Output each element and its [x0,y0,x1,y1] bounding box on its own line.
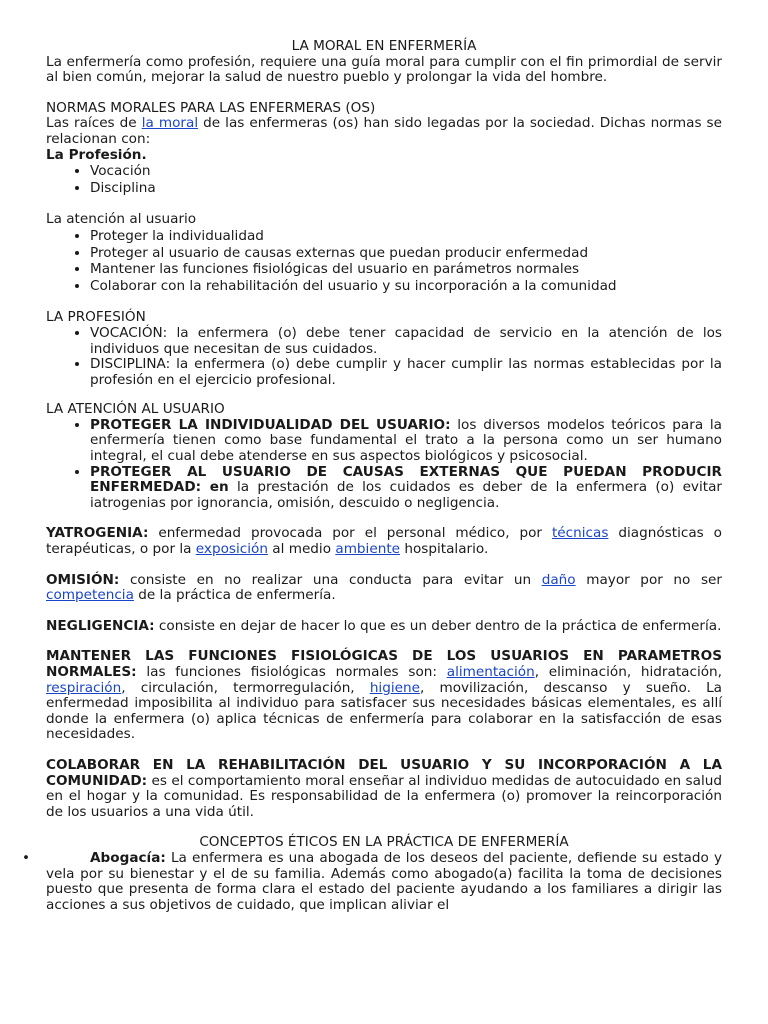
profesion-upper-list [46,326,722,388]
list-item: • PROTEGER LA INDIVIDUALIDAD DEL USUARIO: los diversos modelos teóricos para la enfermería tienen como base fundamental el trato a la persona como un ser humano integral, el cual debe atenderse en sus aspectos biológicos y psicosocial. [90,418,722,465]
ambiente-link[interactable]: ambiente [335,541,401,558]
colaborar-paragraph: COLABORAR EN LA REHABILITACIÓN DEL USUARIO Y SU INCORPORACIÓN A LA COMUNIDAD: es el comportamiento moral enseñar al individuo medidas de autocuidado en salud en el hogar y la comunidad. Es responsabilidad de la enfermera (o) promover la reincorporación de los usuarios a una vida útil. [46,756,722,820]
abogacia-paragraph: • Abogacía: La enfermera es una abogada de los deseos del paciente, defiende su estado y vela por su bienestar y el de su familia. Además como abogado(a) facilita la toma de decisiones puesto que presenta de forma clara el estado del paciente ayudando a los familiares a dirigir las acciones a sus objetivos de cuidado, que implican aliviar el [22,849,722,913]
exposicion-link[interactable]: exposición [195,541,268,558]
bullet-icon: • [22,849,31,866]
la-profesion-heading: La Profesión. [46,146,147,163]
alimentacion-link[interactable]: alimentación [446,664,535,680]
intro-paragraph: La enfermería como profesión, requiere una guía moral para cumplir con el fin primordial de servir al bien común, mejorar la salud de nuestro pueblo y prolongar la vida del hombre. [46,53,722,86]
list-item: • Proteger al usuario de causas externas que puedan producir enfermedad [90,246,722,262]
yatrogenia-paragraph: YATROGENIA: enfermedad provocada por el personal médico, por técnicas diagnósticas o terapéuticas, o por la exposición al medio ambiente hospitalario. [46,525,722,558]
profesion-upper-heading: LA PROFESIÓN [46,309,146,326]
la-moral-link[interactable]: la moral [141,115,199,132]
atencion-upper-heading: LA ATENCIÓN AL USUARIO [46,401,225,418]
atencion-upper-list [46,418,722,512]
conceptos-heading: CONCEPTOS ÉTICOS EN LA PRÁCTICA DE ENFERMERÍA [199,834,569,851]
list-item: • DISCIPLINA: la enfermera (o) debe cumplir y hacer cumplir las normas establecidas por la profesión en el ejercicio profesional. [90,357,722,388]
list-item: • Proteger la individualidad [90,229,722,245]
list-item: • Colaborar con la rehabilitación del usuario y su incorporación a la comunidad [90,279,722,295]
la-atencion-heading: La atención al usuario [46,211,197,228]
la-profesion-list [46,164,722,196]
list-item: • PROTEGER AL USUARIO DE CAUSAS EXTERNAS QUE PUEDAN PRODUCIR ENFERMEDAD: en la prestación de los cuidados es deber de la enfermera (o) evitar iatrogenias por ignorancia, omisión, descuido o negligencia. [90,465,722,512]
list-item: • VOCACIÓN: la enfermera (o) debe tener capacidad de servicio en la atención de los individuos que necesitan de sus cuidados. [90,326,722,357]
respiracion-link[interactable]: respiración [46,679,122,696]
la-atencion-list [46,229,722,294]
omision-paragraph: OMISIÓN: consiste en no realizar una conducta para evitar un daño mayor por no ser competencia de la práctica de enfermería. [46,571,722,604]
higiene-link[interactable]: higiene [369,679,420,696]
normas-paragraph: Las raíces de la moral de las enfermeras (os) han sido legadas por la sociedad. Dichas normas se relacionan con: [46,115,723,147]
competencia-link[interactable]: competencia [46,587,134,604]
list-item: • Mantener las funciones fisiológicas del usuario en parámetros normales [90,262,722,278]
list-item: • Disciplina [90,181,722,197]
list-item: • Vocación [90,164,722,180]
document-title: LA MORAL EN ENFERMERÍA [291,38,477,54]
negligencia-paragraph: NEGLIGENCIA: consiste en dejar de hacer lo que es un deber dentro de la práctica de enfermería. [46,617,722,634]
tecnicas-link[interactable]: técnicas [551,525,609,542]
mantener-paragraph: MANTENER LAS FUNCIONES FISIOLÓGICAS DE LOS USUARIOS EN PARAMETROS NORMALES: las funciones fisiológicas normales son: alimentación, eliminación, hidratación, respiración, circulación, termorregulación, higiene, movilización, descanso y sueño. La enfermedad imposibilita al individuo para satisfacer sus necesidades básicas elementales, es allí donde la enfermera (o) aplica técnicas de enfermería para colaborar en la satisfacción de esas necesidades. [46,648,722,743]
dano-link[interactable]: daño [541,571,576,588]
normas-heading: NORMAS MORALES PARA LAS ENFERMERAS (OS) [46,99,376,116]
